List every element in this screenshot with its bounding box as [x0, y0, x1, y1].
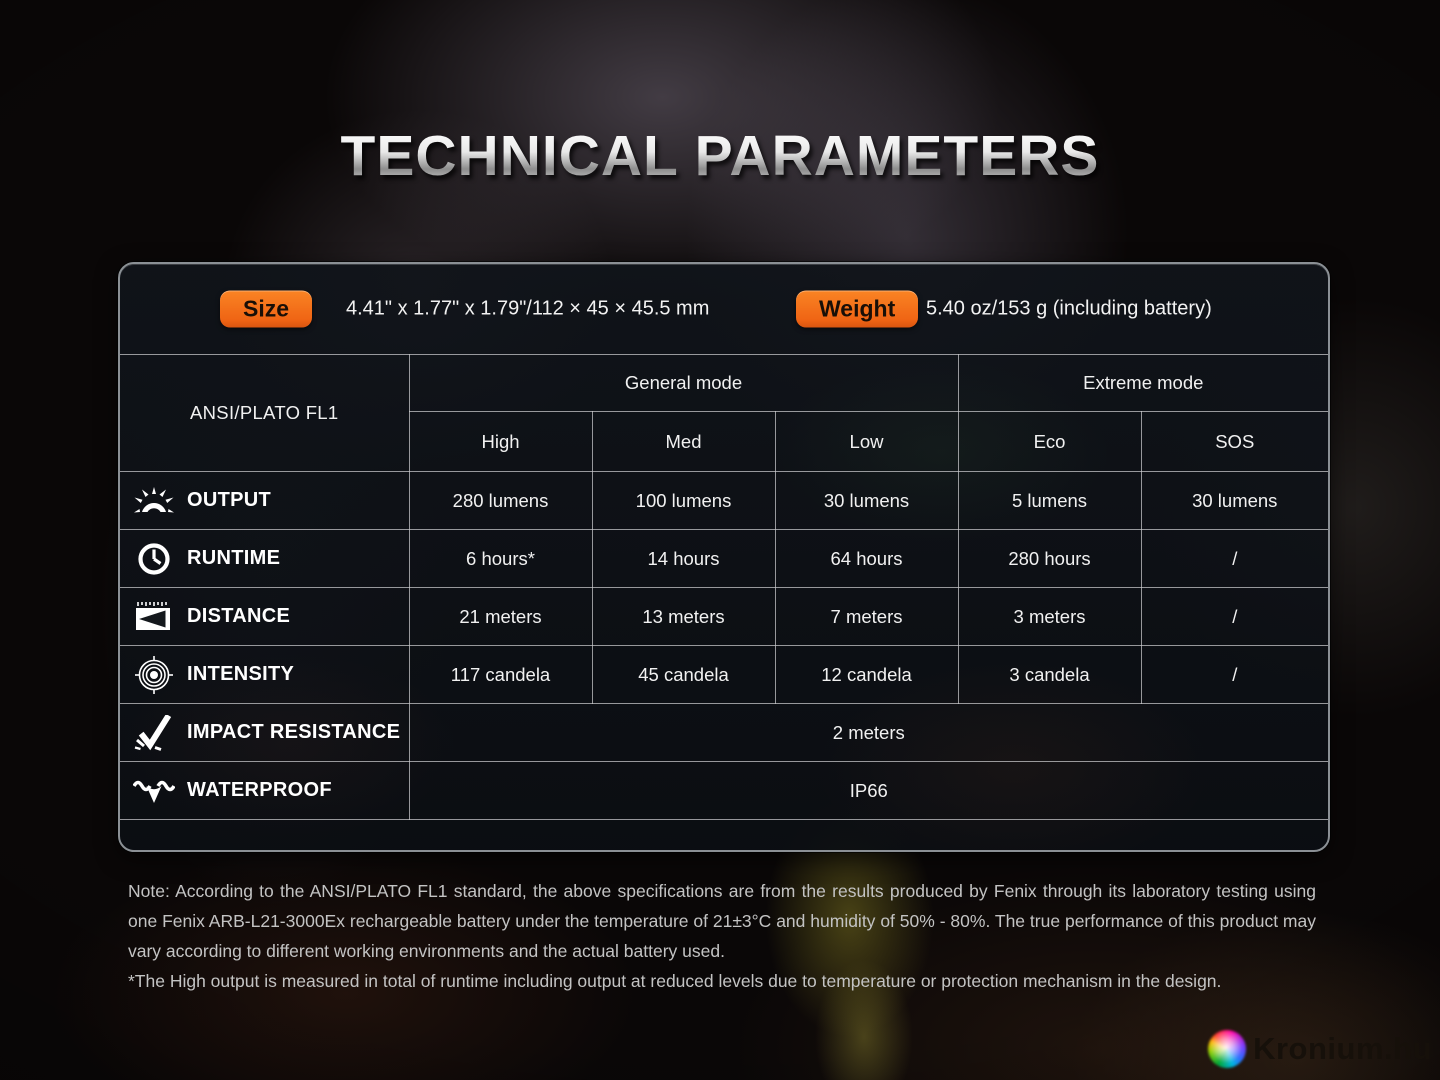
cell-runtime-high: 6 hours* [409, 530, 592, 588]
weight-badge: Weight [796, 291, 918, 328]
spec-panel [118, 262, 1330, 852]
cell-intensity-med: 45 candela [592, 646, 775, 704]
note-paragraph: Note: According to the ANSI/PLATO FL1 standard, the above specifications are from the results produced by Fenix through its laboratory testing using one Fenix ARB-L21-3000Ex rechargeable battery under the temperature of 21±3°C and humidity of 50% - 80%. The true performance of this product may vary according to different working environments and the actual battery used. [128, 881, 1316, 961]
group-header-row [120, 355, 1328, 412]
cell-output-sos: 30 lumens [1141, 472, 1328, 530]
mode-sos: SOS [1141, 412, 1328, 472]
title-bar [0, 124, 1440, 188]
size-badge: Size [220, 291, 312, 328]
impact-icon [132, 715, 176, 751]
table-row-runtime [120, 530, 1328, 588]
ansi-plato-header: ANSI/PLATO FL1 [120, 355, 409, 472]
page-title: TECHNICAL PARAMETERS [340, 124, 1100, 188]
target-icon [132, 656, 176, 694]
mode-high: High [409, 412, 592, 472]
cell-runtime-low: 64 hours [775, 530, 958, 588]
cell-output-eco: 5 lumens [958, 472, 1141, 530]
table-row-output [120, 472, 1328, 530]
waterproof-icon [132, 777, 176, 805]
cell-distance-med: 13 meters [592, 588, 775, 646]
cell-output-high: 280 lumens [409, 472, 592, 530]
mode-low: Low [775, 412, 958, 472]
size-value: 4.41" x 1.77" x 1.79"/112 × 45 × 45.5 mm [346, 297, 710, 320]
asterisk-note: *The High output is measured in total of runtime including output at reduced levels due to temperature or protection mechanism in the design. [128, 971, 1222, 991]
row-label: DISTANCE [187, 605, 291, 627]
watermark [1208, 1030, 1432, 1068]
weight-value: 5.40 oz/153 g (including battery) [926, 297, 1212, 320]
cell-runtime-med: 14 hours [592, 530, 775, 588]
beam-flag-icon [132, 602, 176, 632]
dimensions-row [120, 264, 1328, 354]
cell-distance-low: 7 meters [775, 588, 958, 646]
sunrise-icon [132, 487, 176, 514]
cell-intensity-high: 117 candela [409, 646, 592, 704]
extreme-mode-header: Extreme mode [958, 355, 1328, 412]
kronium-logo-icon [1208, 1030, 1246, 1068]
cell-distance-eco: 3 meters [958, 588, 1141, 646]
cell-distance-sos: / [1141, 588, 1328, 646]
general-mode-header: General mode [409, 355, 958, 412]
cell-runtime-eco: 280 hours [958, 530, 1141, 588]
cell-intensity-eco: 3 candela [958, 646, 1141, 704]
cell-runtime-sos: / [1141, 530, 1328, 588]
spec-table [120, 354, 1328, 820]
row-label: OUTPUT [187, 489, 272, 511]
row-label: INTENSITY [187, 663, 295, 685]
mode-eco: Eco [958, 412, 1141, 472]
footnotes [128, 876, 1316, 996]
cell-output-med: 100 lumens [592, 472, 775, 530]
cell-intensity-sos: / [1141, 646, 1328, 704]
table-row-waterproof [120, 762, 1328, 820]
cell-distance-high: 21 meters [409, 588, 592, 646]
cell-waterproof-value: IP66 [409, 762, 1328, 820]
table-row-impact [120, 704, 1328, 762]
row-label: RUNTIME [187, 547, 281, 569]
table-row-intensity [120, 646, 1328, 704]
cell-impact-value: 2 meters [409, 704, 1328, 762]
cell-output-low: 30 lumens [775, 472, 958, 530]
row-label: IMPACT RESISTANCE [187, 721, 401, 743]
watermark-text: Kronium.hu [1253, 1031, 1432, 1066]
mode-med: Med [592, 412, 775, 472]
row-label: WATERPROOF [187, 779, 332, 801]
clock-icon [132, 542, 176, 576]
table-row-distance [120, 588, 1328, 646]
cell-intensity-low: 12 candela [775, 646, 958, 704]
